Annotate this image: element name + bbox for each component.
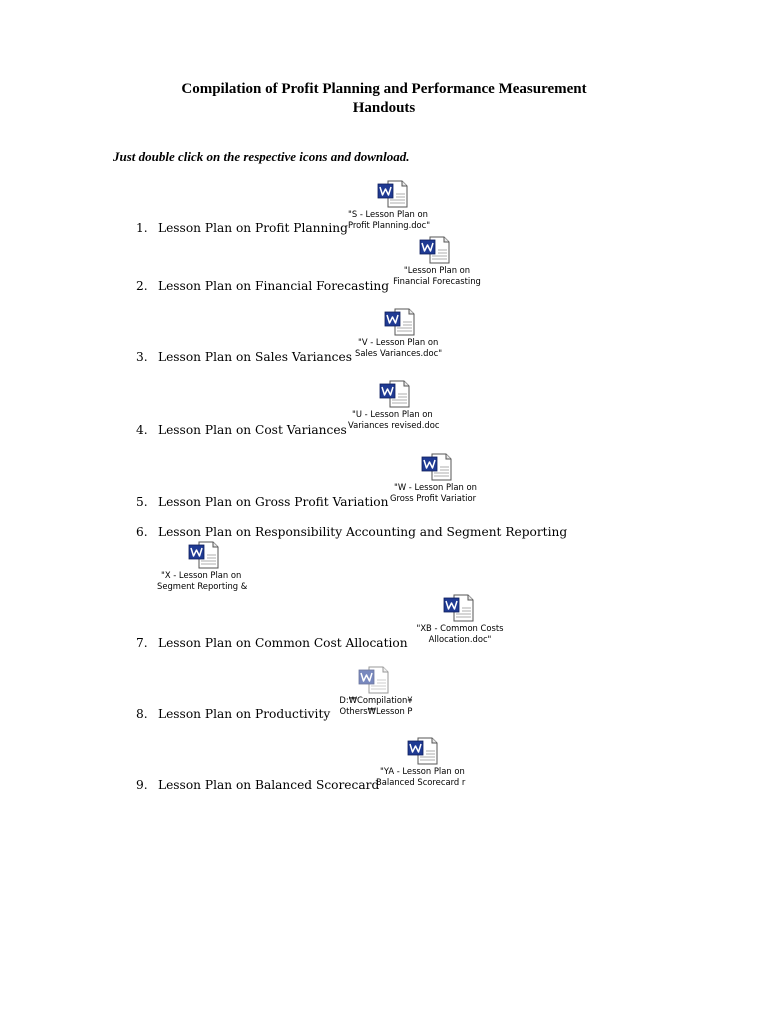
word-doc-icon[interactable] — [376, 180, 410, 208]
attachment-sales-variances[interactable] — [355, 308, 455, 358]
item-number: 8. — [136, 707, 148, 721]
page-title-line-1: Compilation of Profit Planning and Performance Measurement — [181, 81, 587, 97]
item-number: 1. — [136, 221, 148, 235]
item-number: 5. — [136, 495, 148, 509]
download-instruction: Just double click on the respective icons and download. — [113, 149, 410, 164]
word-doc-icon[interactable] — [187, 541, 221, 569]
list-item — [136, 525, 567, 539]
item-label: Lesson Plan on Responsibility Accounting and Segment Reporting — [158, 525, 568, 539]
item-label: Lesson Plan on Productivity — [158, 707, 331, 721]
item-label: Lesson Plan on Cost Variances — [158, 423, 347, 437]
attachment-caption: "W - Lesson Plan on Gross Profit Variatior — [390, 482, 477, 503]
attachment-financial-forecasting[interactable] — [388, 236, 486, 286]
item-label: Lesson Plan on Financial Forecasting — [158, 279, 390, 293]
attachment-responsibility-accounting[interactable] — [157, 541, 255, 591]
attachment-caption: D:₩Compilation¥ Others₩Lesson P — [339, 695, 413, 716]
attachment-common-cost-allocation[interactable] — [412, 594, 508, 644]
attachment-gross-profit-variation[interactable] — [390, 453, 488, 503]
attachment-productivity[interactable] — [327, 666, 425, 716]
attachment-profit-planning[interactable] — [348, 180, 448, 230]
attachment-caption: "V - Lesson Plan on Sales Variances.doc" — [355, 337, 443, 358]
item-number: 2. — [136, 279, 148, 293]
attachment-caption: "U - Lesson Plan on Variances revised.doc — [348, 409, 440, 430]
list-item — [136, 778, 379, 792]
attachment-caption: "Lesson Plan on Financial Forecasting — [393, 265, 481, 286]
list-item — [136, 495, 389, 509]
word-doc-icon-faded[interactable] — [357, 666, 391, 694]
word-doc-icon[interactable] — [378, 380, 412, 408]
attachment-caption: "YA - Lesson Plan on Balanced Scorecard r — [376, 766, 466, 787]
list-item — [136, 636, 408, 650]
attachment-caption: "S - Lesson Plan on Profit Planning.doc" — [348, 209, 431, 230]
item-number: 4. — [136, 423, 148, 437]
item-label: Lesson Plan on Common Cost Allocation — [158, 636, 408, 650]
item-label: Lesson Plan on Sales Variances — [158, 350, 352, 364]
list-item — [136, 707, 330, 721]
item-label: Lesson Plan on Balanced Scorecard — [158, 778, 380, 792]
word-doc-icon[interactable] — [406, 737, 440, 765]
word-doc-icon[interactable] — [418, 236, 452, 264]
attachment-caption: "X - Lesson Plan on Segment Reporting & — [157, 570, 248, 591]
page-title-line-2: Handouts — [352, 100, 416, 116]
item-label: Lesson Plan on Profit Planning — [158, 221, 348, 235]
list-item — [136, 221, 348, 235]
item-label: Lesson Plan on Gross Profit Variation — [158, 495, 389, 509]
list-item — [136, 423, 347, 437]
attachment-caption: "XB - Common Costs Allocation.doc" — [416, 623, 504, 644]
page-title — [100, 80, 668, 118]
item-number: 9. — [136, 778, 148, 792]
word-doc-icon[interactable] — [420, 453, 454, 481]
word-doc-icon[interactable] — [383, 308, 417, 336]
list-item — [136, 350, 352, 364]
item-number: 6. — [136, 525, 148, 539]
item-number: 3. — [136, 350, 148, 364]
list-item — [136, 279, 389, 293]
attachment-balanced-scorecard[interactable] — [376, 737, 474, 787]
word-doc-icon[interactable] — [442, 594, 476, 622]
attachment-cost-variances[interactable] — [348, 380, 446, 430]
item-number: 7. — [136, 636, 148, 650]
